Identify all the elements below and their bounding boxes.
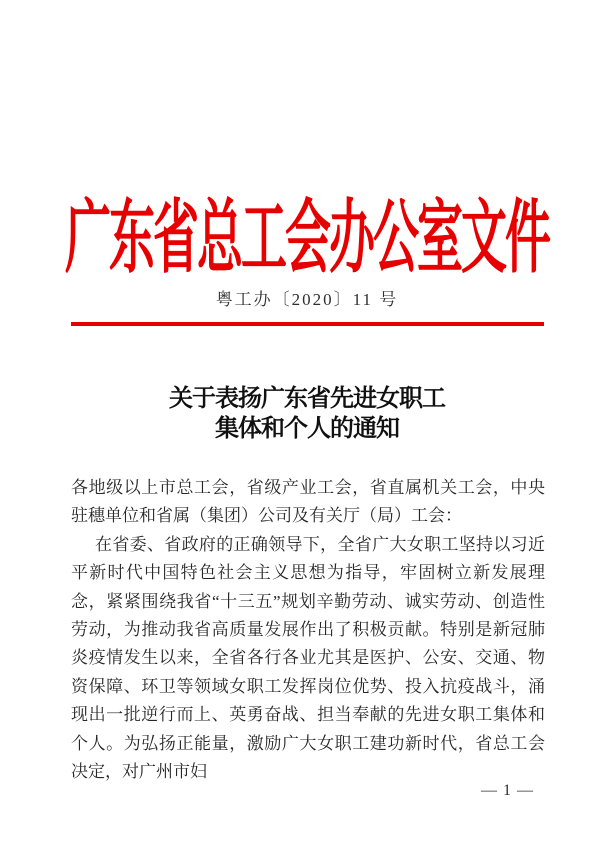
red-divider-line: [71, 322, 544, 326]
letterhead-title: 广东省总工会办公室文件: [65, 193, 549, 283]
document-number: 粤工办〔2020〕11 号: [215, 290, 399, 309]
document-title: [0, 384, 614, 444]
document-body: [71, 474, 545, 786]
page-number: — 1 —: [481, 782, 534, 799]
recipients-line: 各地级以上市总工会，省级产业工会，省直属机关工会，中央驻穗单位和省属（集团）公司及有关厅（局）工会：: [71, 478, 545, 526]
document-title-line-1: 关于表扬广东省先进女职工: [169, 386, 445, 412]
document-title-line-2: 集体和个人的通知: [215, 416, 399, 442]
body-paragraph: 在省委、省政府的正确领导下，全省广大女职工坚持以习近平新时代中国特色社会主义思想为指导，牢固树立新发展理念，紧紧围绕我省“十三五”规划辛勤劳动、诚实劳动、创造性劳动，为推动我省高质量发展作出了积极贡献。特别是新冠肺炎疫情发生以来，全省各行各业尤其是医护、公安、交通、物资保障、环卫等领域女职工发挥岗位优势、投入抗疫战斗，涌现出一批逆行而上、英勇奋战、担当奉献的先进女职工集体和个人。为弘扬正能量，激励广大女职工建功新时代，省总工会决定，对广州市妇: [71, 534, 545, 782]
letterhead: [0, 192, 614, 283]
